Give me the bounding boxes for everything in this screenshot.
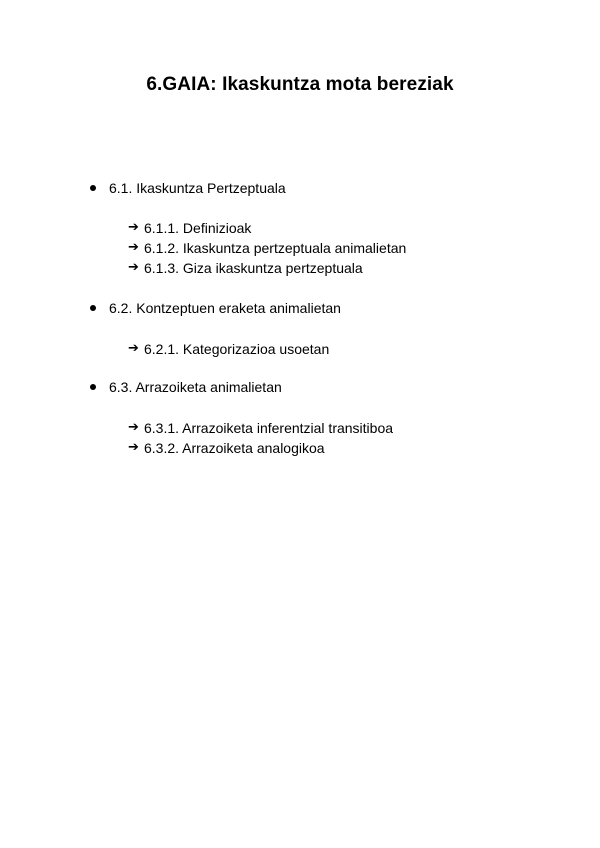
subsection-list-6-2 [128,339,329,359]
section-heading: 6.3. Arrazoiketa animalietan [109,379,282,395]
bullet-icon [90,305,96,311]
section-heading: 6.1. Ikaskuntza Pertzeptuala [109,180,286,196]
subsection-list-6-1 [128,218,406,278]
arrow-right-icon: ➔ [128,240,139,255]
arrow-right-icon: ➔ [128,440,139,455]
arrow-right-icon: ➔ [128,420,139,435]
arrow-right-icon: ➔ [128,220,139,235]
list-item-label: 6.1.1. Definizioak [144,220,252,236]
list-item-label: 6.2.1. Kategorizazioa usoetan [144,341,330,357]
list-item [128,218,406,238]
list-item [128,339,329,359]
list-item [128,258,406,278]
subsection-list-6-3 [128,418,393,458]
bullet-icon [90,185,96,191]
list-item [128,238,406,258]
section-heading: 6.2. Kontzeptuen eraketa animalietan [109,300,341,316]
list-item-label: 6.3.2. Arrazoiketa analogikoa [144,440,325,456]
list-item-label: 6.3.1. Arrazoiketa inferentzial transitiboa [144,420,394,436]
list-item [128,438,393,458]
arrow-right-icon: ➔ [128,260,139,275]
bullet-icon [90,384,96,390]
arrow-right-icon: ➔ [128,341,139,356]
page-title: 6.GAIA: Ikaskuntza mota bereziak [146,74,454,95]
list-item-label: 6.1.2. Ikaskuntza pertzeptuala animalietan [144,240,407,256]
list-item [128,418,393,438]
list-item-label: 6.1.3. Giza ikaskuntza pertzeptuala [144,260,363,276]
